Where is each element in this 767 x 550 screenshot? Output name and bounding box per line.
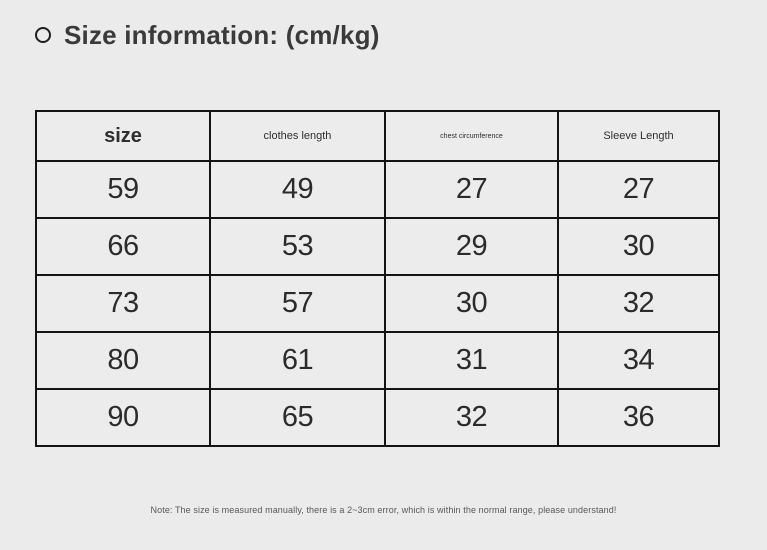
size-table-header xyxy=(36,111,719,161)
cell-size: 73 xyxy=(36,275,210,332)
size-table-body xyxy=(36,161,719,446)
table-row xyxy=(36,218,719,275)
size-table xyxy=(35,110,720,447)
cell-size: 90 xyxy=(36,389,210,446)
header-clothes-length: clothes length xyxy=(210,111,385,161)
page-title: Size information: (cm/kg) xyxy=(64,20,380,50)
cell-size: 66 xyxy=(36,218,210,275)
header-size: size xyxy=(36,111,210,161)
header-chest-circumference: chest circumference xyxy=(385,111,558,161)
cell-size: 80 xyxy=(36,332,210,389)
cell-length: 57 xyxy=(210,275,385,332)
cell-sleeve: 27 xyxy=(558,161,719,218)
cell-length: 49 xyxy=(210,161,385,218)
cell-length: 65 xyxy=(210,389,385,446)
table-row xyxy=(36,389,719,446)
cell-chest: 27 xyxy=(385,161,558,218)
cell-chest: 29 xyxy=(385,218,558,275)
cell-chest: 30 xyxy=(385,275,558,332)
table-row xyxy=(36,332,719,389)
cell-size: 59 xyxy=(36,161,210,218)
cell-sleeve: 36 xyxy=(558,389,719,446)
title-row xyxy=(35,22,380,48)
cell-chest: 31 xyxy=(385,332,558,389)
circle-bullet-icon xyxy=(35,27,51,43)
cell-sleeve: 32 xyxy=(558,275,719,332)
cell-chest: 32 xyxy=(385,389,558,446)
header-sleeve-length: Sleeve Length xyxy=(558,111,719,161)
table-row xyxy=(36,161,719,218)
header-row xyxy=(36,111,719,161)
cell-sleeve: 30 xyxy=(558,218,719,275)
cell-sleeve: 34 xyxy=(558,332,719,389)
cell-length: 53 xyxy=(210,218,385,275)
table-row xyxy=(36,275,719,332)
cell-length: 61 xyxy=(210,332,385,389)
measurement-note: Note: The size is measured manually, there is a 2~3cm error, which is within the normal range, please understand! xyxy=(150,505,617,515)
